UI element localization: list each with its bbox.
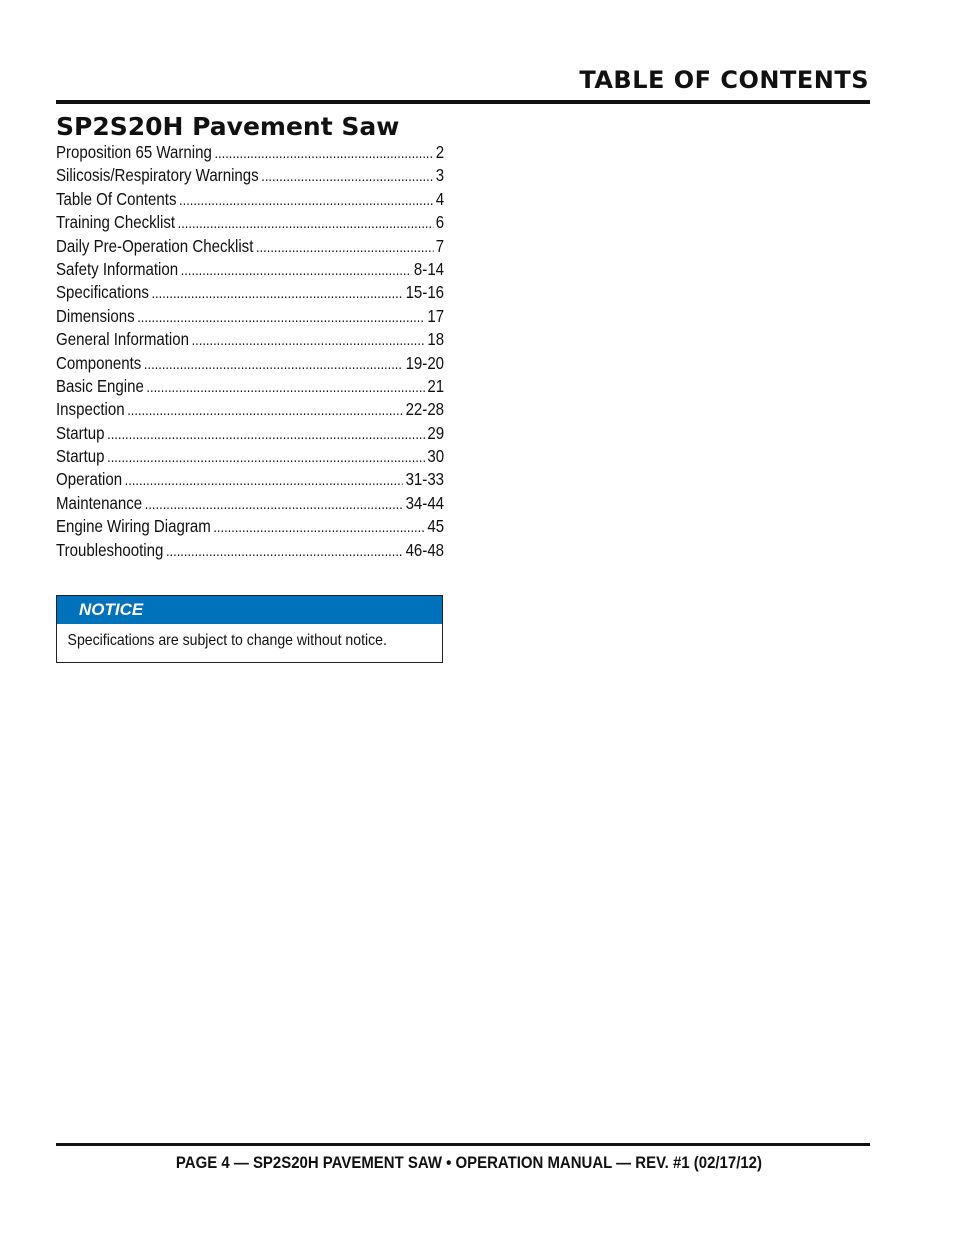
toc-entry[interactable] — [56, 376, 444, 399]
toc-entry-title: Silicosis/Respiratory Warnings — [56, 165, 259, 186]
toc-dot-leader — [151, 285, 403, 302]
toc-entry-page: 21 — [427, 375, 445, 396]
toc-dot-leader — [145, 496, 403, 513]
toc-entry-title: Specifications — [56, 282, 149, 303]
notice-box — [56, 595, 443, 663]
toc-dot-leader — [256, 239, 433, 256]
toc-dot-leader — [214, 145, 433, 162]
toc-entry[interactable] — [56, 165, 444, 188]
toc-entry-page: 15-16 — [405, 282, 445, 303]
toc-entry-title: Inspection — [56, 399, 125, 420]
toc-entry-page: 8-14 — [413, 258, 445, 279]
toc-entry[interactable] — [56, 423, 444, 446]
toc-dot-leader — [179, 192, 433, 209]
toc-entry-page: 3 — [435, 165, 445, 186]
toc-dot-leader — [166, 543, 403, 560]
toc-dot-leader — [178, 215, 433, 232]
toc-entry-title: Table Of Contents — [56, 188, 177, 209]
notice-text: Specifications are subject to change without notice. — [67, 632, 387, 649]
toc-entry[interactable] — [56, 446, 444, 469]
toc-dot-leader — [144, 356, 403, 373]
toc-entry-title: Proposition 65 Warning — [56, 142, 212, 162]
toc-entry-title: Startup — [56, 446, 105, 467]
notice-header: NOTICE — [57, 596, 442, 624]
toc-entry-title: General Information — [56, 329, 190, 350]
toc-list — [56, 142, 444, 563]
toc-dot-leader — [181, 262, 412, 279]
toc-entry[interactable] — [56, 540, 444, 563]
toc-dot-leader — [146, 379, 424, 396]
toc-entry-page: 18 — [427, 329, 445, 350]
toc-entry-title: Startup — [56, 422, 105, 443]
toc-entry[interactable] — [56, 516, 444, 539]
toc-entry-title: Troubleshooting — [56, 539, 164, 560]
toc-entry-page: 22-28 — [405, 399, 445, 420]
toc-entry-page: 4 — [435, 188, 445, 209]
toc-entry-title: Maintenance — [56, 492, 143, 513]
toc-entry-title: Engine Wiring Diagram — [56, 516, 211, 537]
toc-entry-page: 17 — [427, 305, 445, 326]
toc-dot-leader — [213, 519, 424, 536]
toc-entry-page: 34-44 — [405, 492, 445, 513]
toc-entry[interactable] — [56, 306, 444, 329]
toc-dot-leader — [261, 168, 433, 185]
toc-entry[interactable] — [56, 493, 444, 516]
toc-entry[interactable] — [56, 282, 444, 305]
toc-entry[interactable] — [56, 236, 444, 259]
toc-entry[interactable] — [56, 212, 444, 235]
toc-entry-page: 19-20 — [405, 352, 445, 373]
toc-entry-title: Components — [56, 352, 142, 373]
toc-entry-page: 30 — [427, 446, 445, 467]
page-footer: PAGE 4 — SP2S20H PAVEMENT SAW • OPERATION MANUAL — REV. #1 (02/17/12) — [175, 1153, 762, 1172]
toc-dot-leader — [125, 472, 403, 489]
toc-entry[interactable] — [56, 353, 444, 376]
toc-dot-leader — [137, 309, 425, 326]
toc-entry-page: 46-48 — [405, 539, 445, 560]
document-title: SP2S20H Pavement Saw — [56, 112, 400, 141]
toc-entry-title: Safety Information — [56, 258, 179, 279]
section-title: TABLE OF CONTENTS — [579, 66, 869, 94]
toc-dot-leader — [127, 402, 403, 419]
toc-entry-page: 31-33 — [405, 469, 445, 490]
toc-entry-page: 2 — [435, 142, 445, 162]
toc-entry[interactable] — [56, 469, 444, 492]
toc-entry-title: Basic Engine — [56, 375, 144, 396]
toc-entry-page: 7 — [435, 235, 445, 256]
toc-dot-leader — [107, 426, 425, 443]
footer-rule — [56, 1143, 870, 1146]
toc-entry-title: Operation — [56, 469, 123, 490]
toc-entry[interactable] — [56, 142, 444, 165]
toc-entry[interactable] — [56, 329, 444, 352]
toc-entry[interactable] — [56, 399, 444, 422]
toc-entry-title: Dimensions — [56, 305, 135, 326]
toc-entry[interactable] — [56, 259, 444, 282]
toc-entry-page: 6 — [435, 212, 445, 233]
toc-entry-title: Training Checklist — [56, 212, 176, 233]
toc-entry-page: 29 — [427, 422, 445, 443]
header-rule — [56, 100, 870, 104]
toc-entry[interactable] — [56, 189, 444, 212]
toc-entry-title: Daily Pre-Operation Checklist — [56, 235, 254, 256]
toc-entry-page: 45 — [427, 516, 445, 537]
toc-dot-leader — [107, 449, 425, 466]
toc-dot-leader — [192, 332, 425, 349]
